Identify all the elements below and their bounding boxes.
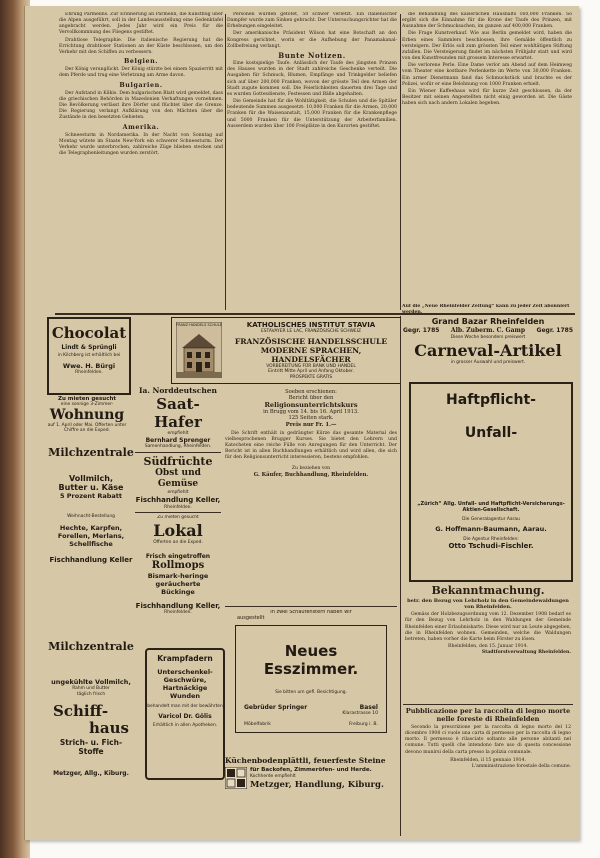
bekannt-body: Gemäss der Holzbezugsordnung vom 12. Dezember 1908 bedarf es für den Bezug von Lehrholz in den Waldungen der Gemeinde Rheinfelden einer Erlaubniskarte. Diese wird nur an Leute abgegeben, die in Rheinfelden wohnen. Gemeinden, welche die Waldungen betreten, haben vorher die Karte beim Förster zu lösen. [405,612,571,642]
esszimmer-firm: Gebrüder Springer [244,703,308,711]
milch-line: Weihnacht-Bestellung [67,514,115,519]
newspaper-page [24,6,579,840]
bekannt-sig: Stadtforstverwaltung Rheinfelden. [481,650,571,656]
schiffhaus-title: Schiff- [53,702,109,721]
school-line: MODERNE SPRACHEN, HANDELSFÄCHER [260,345,362,364]
section-heading: Bulgarien. [119,81,163,89]
saat-line: empfiehlt [167,431,189,436]
bericht-sig: G. Käufer, Buchhandlung, Rheinfelden. [253,471,369,478]
school-place: ESTAVAYER LE LAC, FRANZÖSISCHE SCHWEIZ [261,329,361,334]
kramp-line: Geschwüre, [163,676,207,684]
legno-date: Rheinfelden, il 15 gennaio 1914. [450,757,526,763]
esszimmer-city: Basel [359,703,378,711]
article-paragraph: Drahtlose Telegraphie. Die italienische Regierung hat die Errichtung drahtloser Stationen an der Küste beschlossen, um den Verkehr mit den Schiffen zu verbessern. [59,37,223,55]
wohnung-sub: auf 1. April oder Mai. Offerten unter Chiffre an die Exped. [47,422,127,434]
esszimmer-title: Neues Esszimmer. [263,642,359,679]
bericht-line: Bericht über den [288,395,334,402]
milch2-title: Milchzentrale [48,640,134,653]
milch2-line: täglich frisch [76,691,106,697]
section-heading: Belgien. [123,58,159,66]
column-left-text [59,12,223,312]
kramp-title: Krampfadern [157,654,213,663]
kramp-line: behandelt man mit der bewährten [147,704,223,709]
article-paragraph: die Behandlung des kaiserlichen Haushalts 160,000 Franken. So ergibt sich die Einnahme für die Krone der Taufe des Prinzen, mit Ausnahme der Schmucksachen, im ganzen auf 400,000 Franken. [402,12,572,30]
esszimmer-line: Sie bitten um gefl. Besichtigung. [275,690,347,696]
saat-line: Bernhard Sprenger [145,436,211,444]
bericht-line: in Brugg vom 14. bis 16. April 1913. [263,409,359,416]
schiffhaus-line: Metzger, Allg., Kiburg. [53,770,129,778]
haftpflicht-line: Die Agentur Rheinfelden: [463,536,519,542]
obst-line: Fischhandlung Keller, [135,495,221,504]
ad-esszimmer [227,610,395,750]
article-paragraph: Die Gemeinde hat für die Wohltätigkeit, die Schulen und die Spitäler bedeutende Summen ausgesetzt: 10,000 Franken für die Armen, 20,000 Franken für die Waisenanstalt, 15,000 Franken für die Krankenpflege und 5000 Franken für die Unterstützung der Arbeiterfamilien. Ausserdem wurden über 100 Freiplätze in den Kurorten gestiftet. [227,99,397,129]
ad-grand-bazar [403,317,573,377]
article-paragraph: Ehrung Parmelins. Zur Erinnerung an Parmelin, die Kunstflug über die Alpen ausgeführt, soll in der Landesausstellung eine Gedenktafel angebracht werden. Jedes Jahr wird ein Preis für die Vervollkommnung des Fliegens gestiftet. [59,12,223,36]
haftpflicht-line: „Zürich“ Allg. Unfall- und Haftpflicht-Versicherungs-Aktien-Gesellschaft. [417,501,565,513]
schiffhaus-title: haus [89,719,129,738]
school-line: VORBEREITUNG FÜR BANK UND HANDEL [266,363,356,369]
bericht-price: Preis nur Fr. 1.— [285,421,337,428]
bazar-line: in grosser Auswahl und preiswert. [450,359,526,365]
saat-title: Saat-Hafer [154,395,202,431]
bazar-founded: Gegr. 1785 [536,327,573,334]
milch-title: Milchzentrale [48,446,134,459]
ad-bekanntmachung [405,584,571,702]
haftpflicht-title: Haftpflicht- [446,392,536,408]
article-paragraph: Die Frage Kunstverkauf. Wie aus Berlin gemeldet wird, haben die Erben eines Sammlers beschlossen, ihre Gemälde öffentlich zu versteigern. Der Erlös soll zum grössten Teil einer wohltätigen Stiftung zufallen. Die Versteigerung findet im nächsten Frühjahr statt und wird von den Kunstfreunden mit grossem Interesse erwartet. [402,31,572,62]
esszimmer-address: Klarastrasse 10 [342,710,378,716]
lokal-line: Rollmops [151,560,205,572]
bazar-founded: Gegr. 1785 [403,327,440,334]
ad-saat-hafer [135,386,221,452]
saat-top: Ia. Norddeutschen [138,386,218,395]
wohnung-title: Wohnung [49,406,125,423]
kramp-line: Unterschenkel- [157,668,213,676]
obst-line: Obst und Gemüse [155,468,201,489]
lokal-line: geräucherte [155,580,201,589]
kuechen-line: Metzger, Handlung, Kiburg. [250,779,384,790]
bekannt-date: Rheinfelden, den 15. Januar 1914. [448,644,528,650]
ads-column-rule [400,316,401,836]
ad-krampfadern [145,648,225,780]
kramp-line: Wunden [169,692,201,700]
subscribe-note: Auf die „Neue Rheinfelder Zeitung“ kann zu jeder Zeit abonniert [402,304,570,309]
article-paragraph: Der Aufstand in Kilkis. Dem bulgarischen Blatt wird gemeldet, dass die griechischen Behörden in Mazedonien Verhaftungen vornehmen. Die Bevölkerung verlässt ihre Dörfer und flüchtet über die Grenze. Die Regierung verlangt Aufklärung von den Mächten über die Zustände in den besetzten Gebieten. [59,90,223,121]
lokal-title: Lokal [153,520,203,540]
article-paragraph: Ein Wiener Kaffeehaus wird für kurze Zeit geschlossen, da der Besitzer mit seinen Angestellten nicht einig geworden ist. Die Gäste haben sich nach andern Lokalen begeben. [402,88,572,107]
bericht-body: Die Schrift enthält in gedrängter Kürze das gesamte Material des vielbesprochenen Brugger Kurses. Sie bietet den Lehrern und Katecheten eine reiche Fülle von Anregungen für den Unterricht. Der Bericht ist in allen Buchhandlungen erhältlich und wird allen, die sich für den Religionsunterricht interessieren, bestens empfohlen. [225,430,397,461]
milch-line: Vollmilch, [68,474,114,483]
ad-rule [135,452,221,453]
milch-line: Butter u. Käse [58,483,124,492]
chocolat-maker: Lindt & Sprüngli [61,344,117,351]
haftpflicht-line: G. Hoffmann-Baumann, Aarau. [435,524,547,533]
school-house-caption: FRANZ HANDELS SCHULE [176,323,222,327]
school-line: Eintritt Mitte April und Anfang Oktober. [268,369,354,375]
article-paragraph: Der König verunglückt. Der König stürzte bei einem Spazierritt mit dem Pferde und trug eine Verletzung am Arme davon. [59,67,223,79]
school-building-icon [176,322,222,378]
ad-suedfruechte [135,455,221,511]
section-heading: Amerika. [122,123,160,131]
esszimmer-top: ausgestellt [237,614,265,621]
ad-wohnung [47,396,127,442]
kuechen-line: Küchenbodenplättli, feuerfeste Steine [225,756,386,765]
lokal-top: Zu mieten gesucht [157,515,199,520]
legno-sig: L'amministrazione forestale della comune. [471,763,571,769]
haftpflicht-line: Die Generalagentur Aarau [462,517,520,523]
saat-line: Samenhandlung, Rheinfelden. [144,443,212,449]
lokal-line: Offerten an die Exped. [153,539,203,545]
legno-body: Secondo la prescrizione per la raccolta di legno morto del 12 dicembre 1908 ci vuole una carta di permesso per la raccolta di legno morto. Il permesso è rilasciato soltanto alle persone abitanti nel comune. Tutti quelli che intendono fare uso di questa concessione devono munirsi della carta presso la polizia comunale. [405,725,571,755]
haftpflicht-line: Otto Tschudi-Fischler. [448,542,534,551]
article-paragraph: Schneesturm in Nordamerika. In der Nacht von Sonntag auf Montag wütete im Staate New-York ein schwerer Schneesturm. Der Verkehr wurde unterbrochen, zahlreiche Züge blieben stecken und die Telegraphenleitungen wurden zerstört. [59,132,223,157]
bazar-line: Diese Woche besonders preiswert [450,335,526,340]
ad-haftpflicht [409,382,573,582]
esszimmer-branch: Freiburg i. B. [348,721,378,727]
bekannt-sub: betr. den Bezug von Lehrholz in den Gemeindewaldungen von Rheinfelden. [407,598,569,611]
ad-rule [225,606,397,607]
kramp-line: Erhältlich in allen Apotheken. [152,722,218,728]
ad-chocolat [47,317,131,395]
article-paragraph: Der amerikanische Präsident Wilson hat eine Botschaft an den Kongress gerichtet, worin er die Aufhebung der Panamakanal-Zollbefreiung verlangt. [227,31,397,49]
milch-line: Hechte, Karpfen, [59,523,123,532]
section-heading: Bunte Notizen. [278,50,346,60]
obst-line: Rheinfelden. [164,504,192,510]
ad-milchzentrale-2 [47,636,135,834]
schiffhaus-line: Strich- u. Fich- [59,738,123,748]
kramp-line: Varicol Dr. Gölis [158,712,212,720]
chocolat-seller: Wwe. H. Bürgi [62,361,116,370]
column-rule [400,14,401,310]
unfall-title: Unfall- [464,425,518,441]
chocolat-line: in Kilchberg ist erhältlich bei [57,353,121,358]
ad-lokal-rollmops [135,515,221,645]
school-line: FRANZÖSISCHE HANDELSSCHULE [234,336,388,346]
bazar-owner: Alb. Zuberm. C. Gamp [450,327,526,334]
column-rule [225,14,226,310]
obst-line: empfiehlt [167,490,189,495]
milch-line: Fischhandlung Keller [49,555,133,564]
milch-line: Schellfische [69,539,113,548]
kuechen-line: Kochherde empfiehlt [250,774,296,779]
ad-milchzentrale-1 [47,446,135,631]
article-paragraph: Die verlorene Perle. Eine Dame verlor am Abend auf dem Heimweg vom Theater eine kostbare Perlenkette im Werte von 30,000 Franken. Ein armer Dienstmann fand das Schmuckstück und brachte es der Polizei, wofür er eine Belohnung von 1000 Franken erhielt. [402,63,572,87]
esszimmer-type: Möbelfabrik [244,721,271,727]
lokal-line: Frisch eingetroffen [145,553,211,561]
bazar-carneval: Carneval-Artikel [414,340,562,360]
column-middle-text [227,12,397,312]
school-name: KATHOLISCHES INSTITUT STAVIA [246,321,376,329]
esszimmer-top: In zwei Schaufenstern haben wir [270,610,352,615]
ad-pubblicazione [405,707,571,835]
kuechen-line: für Backofen, Zimmeröfen- und Herde. [250,767,372,773]
chocolat-title: Chocolat [51,324,127,342]
ad-school [171,317,401,384]
wohnung-line: eine sonnige 3-Zimmer- [60,402,114,407]
column-right-text [402,12,572,304]
ad-kuechenboden [225,756,397,804]
lokal-line: Fischhandlung Keller, [135,602,221,611]
chocolat-place: Rheinfelden. [75,369,103,375]
lokal-line: Bückinge [161,588,195,597]
obst-line: Südfrüchte [143,455,213,468]
bericht-line: 125 Seiten stark. [288,415,334,422]
ad-rule [403,704,573,705]
milch-line: Forellen, Merlans, [57,531,125,540]
ads-top-rule [55,313,575,315]
school-line: PROSPEKTE GRATIS [289,374,333,380]
bericht-title: Religionsunterrichtskurs [264,401,358,410]
ad-bericht [225,389,397,601]
milch2-line: ungekühlte Vollmilch, [51,678,131,686]
ad-rule [135,512,221,513]
lokal-line: Rheinfelden. [164,610,192,616]
milch-line: 5 Prozent Rabatt [59,492,123,500]
wohnung-top: Zu mieten gesucht [57,396,117,402]
article-paragraph: Personen wurden getötet, 50 schwer verletzt. Ein italienischer Dampfer wurde zum Sinken gebracht. Der Untersuchungsrichter hat die Erhebungen eingeleitet. [227,12,397,30]
article-paragraph: Eine kostspielige Taufe. Anlässlich der Taufe des jüngsten Prinzen des Hauses wurden in der Stadt zahlreiche Geschenke verteilt. Die Ausgaben für Schmuck, Blumen, Empfänge und Trinkgelder beliefen sich auf über 200,000 Franken, wovon der grösste Teil den Armen der Stadt zugute kommen soll. Die Feierlichkeiten dauerten drei Tage und es wurden Gottesdienste, Festessen und Bälle abgehalten. [227,61,397,97]
bekannt-title: Bekanntmachung. [431,584,545,597]
bazar-title: Grand Bazar Rheinfelden [431,317,545,326]
bericht-line: Soeben erschienen: [285,389,337,395]
legno-title: Pubblicazione per la raccolta di legno morte nelle foreste di Rheinfelden [405,707,571,723]
kramp-line: Hartnäckige [162,684,208,692]
bericht-sig: Zu beziehen von [291,465,331,471]
tile-pattern-icon [225,767,247,789]
school-house-illustration [176,322,222,378]
schiffhaus-line: Stoffe [78,747,104,757]
lokal-line: Bismark-heringe [147,572,209,581]
milch2-line: Rahm und Butter [72,686,110,691]
